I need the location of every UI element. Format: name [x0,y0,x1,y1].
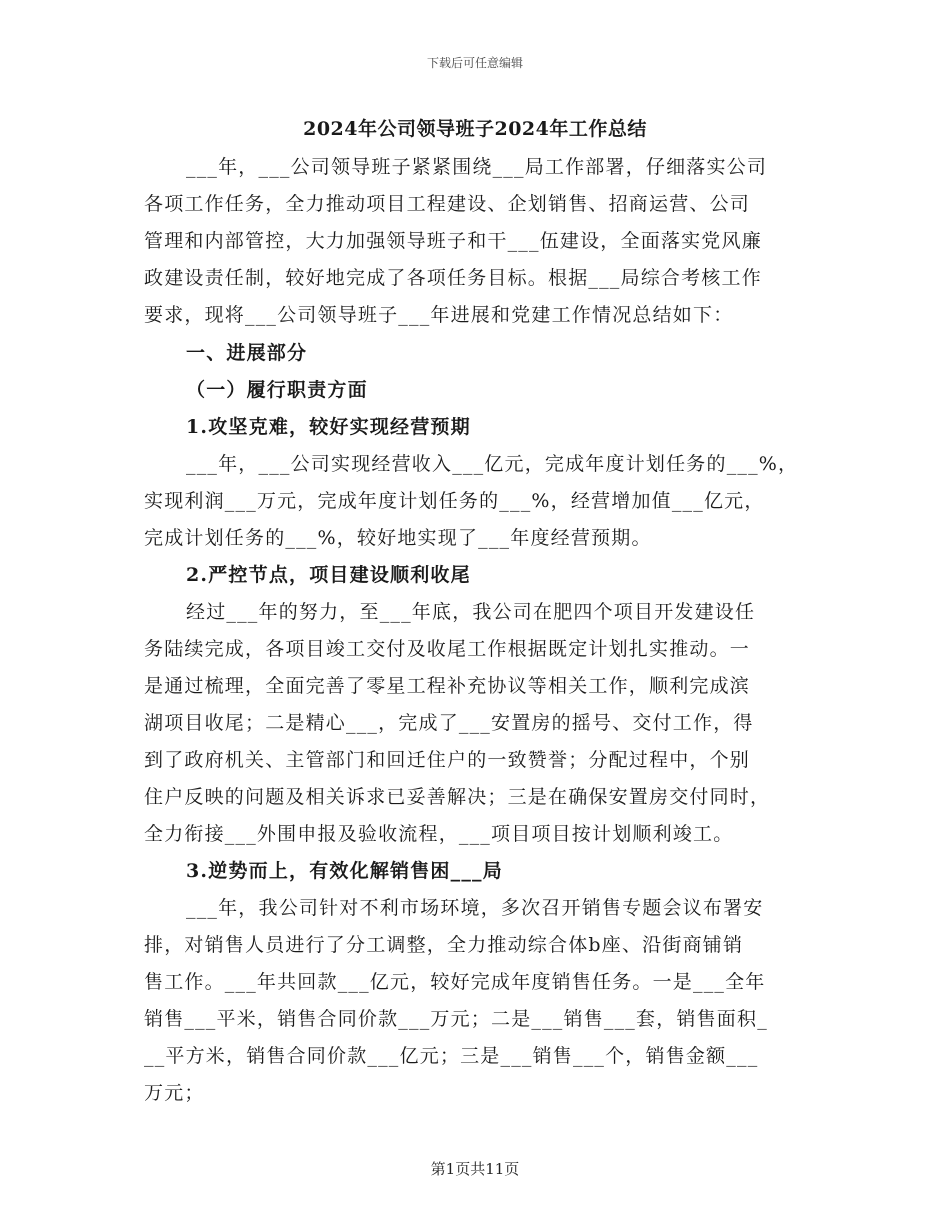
document-title: 2024年公司领导班子2024年工作总结 [303,118,647,140]
paragraph-line: 排，对销售人员进行了分工调整，全力推动综合体b座、沿街商铺销 [144,934,744,956]
item-heading: 3.逆势而上，有效化解销售困___局 [186,860,503,882]
paragraph-line: 各项工作任务，全力推动项目工程建设、企划销售、招商运营、公司 [144,193,751,215]
subsection-heading: （一）履行职责方面 [186,379,368,401]
item-heading: 2.严控节点，项目建设顺利收尾 [186,564,471,586]
paragraph-line: 实现利润___万元，完成年度计划任务的___%，经营增加值___亿元， [144,490,765,512]
paragraph-line: 万元； [144,1082,205,1104]
paragraph-line: 到了政府机关、主管部门和回迁住户的一致赞誉；分配过程中，个别 [144,749,751,771]
paragraph-line: 是通过梳理，全面完善了零星工程补充协议等相关工作，顺利完成滨 [144,675,751,697]
paragraph-line: 要求，现将___公司领导班子___年进展和党建工作情况总结如下： [144,304,734,326]
page-number: 第1页共11页 [430,1160,520,1178]
paragraph-line: __平方米，销售合同价款___亿元；三是___销售___个，销售金额___ [144,1045,759,1067]
paragraph-line: 经过___年的努力，至___年底，我公司在肥四个项目开发建设任 [186,601,756,623]
paragraph-line: ___年，___公司实现经营收入___亿元，完成年度计划任务的___%， [186,453,799,475]
paragraph-line: ___年，___公司领导班子紧紧围绕___局工作部署，仔细落实公司 [186,156,768,178]
paragraph-line: 售工作。___年共回款___亿元，较好完成年度销售任务。一是___全年 [144,971,766,993]
paragraph-line: 管理和内部管控，大力加强领导班子和干___伍建设，全面落实党风廉 [144,230,762,252]
header-note: 下载后可任意编辑 [426,56,523,70]
item-heading: 1.攻坚克难，较好实现经营预期 [186,416,471,438]
paragraph-line: 全力衔接___外围申报及验收流程，___项目项目按计划顺利竣工。 [144,823,734,845]
paragraph-line: 住户反映的问题及相关诉求已妥善解决；三是在确保安置房交付同时， [144,786,771,808]
paragraph-line: 湖项目收尾；二是精心___，完成了___安置房的摇号、交付工作，得 [144,712,754,734]
paragraph-line: ___年，我公司针对不利市场环境，多次召开销售专题会议布署安 [186,897,764,919]
paragraph-line: 务陆续完成，各项目竣工交付及收尾工作根据既定计划扎实推动。一 [144,638,751,660]
section-heading: 一、进展部分 [186,342,308,364]
paragraph-line: 政建设责任制，较好地完成了各项任务目标。根据___局综合考核工作 [144,267,762,289]
paragraph-line: 完成计划任务的___%，较好地实现了___年度经营预期。 [144,527,652,549]
paragraph-line: 销售___平米，销售合同价款___万元；二是___销售___套，销售面积_ [144,1008,768,1030]
